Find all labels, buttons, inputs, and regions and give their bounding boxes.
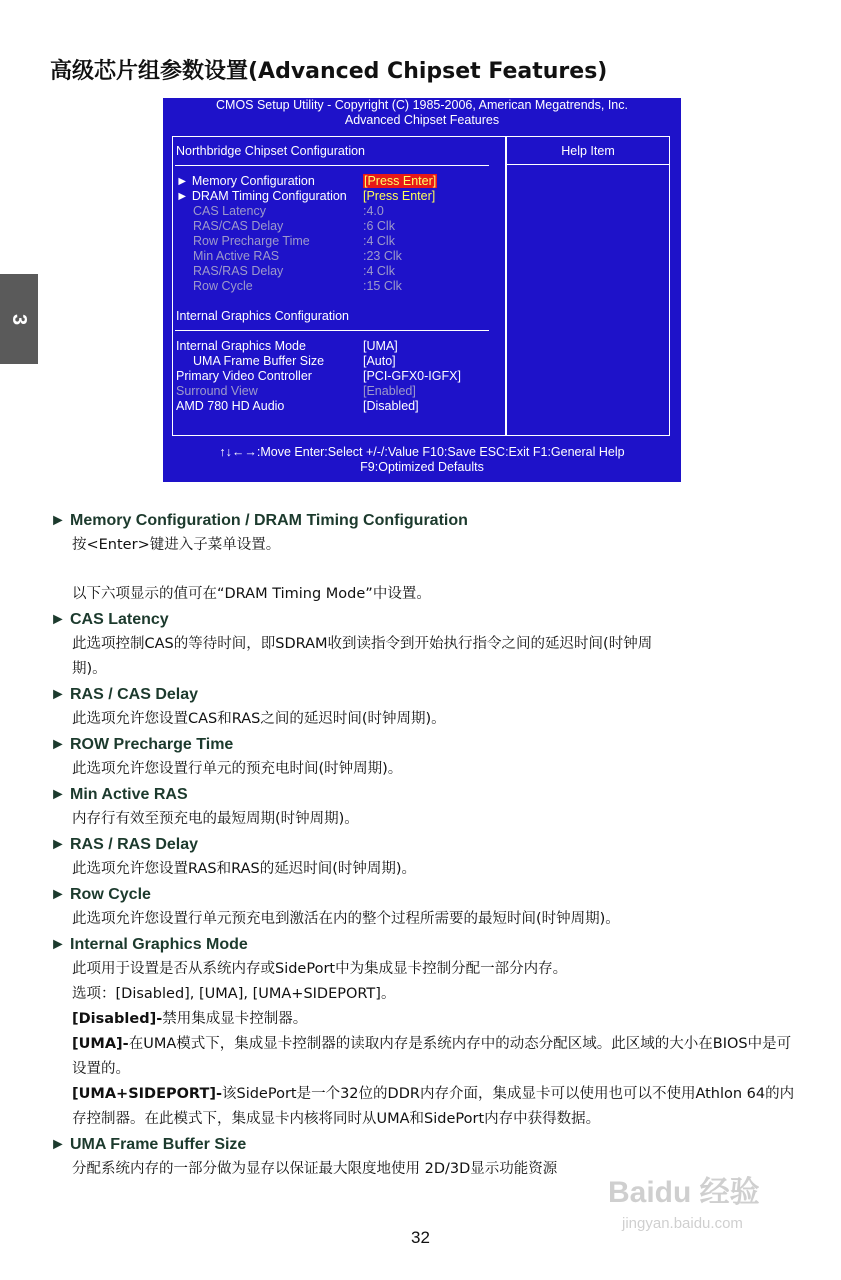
- bios-option-value[interactable]: [Enabled]: [363, 384, 416, 398]
- triangle-bullet-icon: ►: [50, 686, 66, 703]
- option-term: [UMA]-: [72, 1036, 129, 1052]
- bios-option-value[interactable]: :23 Clk: [363, 249, 402, 263]
- heading-text: ROW Precharge Time: [70, 736, 234, 753]
- bios-screenshot: [163, 98, 681, 482]
- option-term: [UMA+SIDEPORT]-: [72, 1086, 222, 1102]
- section-text: 选项：[Disabled], [UMA], [UMA+SIDEPORT]。: [72, 986, 396, 1002]
- bios-option-value[interactable]: [Press Enter]: [363, 189, 436, 203]
- bios-header-line1: CMOS Setup Utility - Copyright (C) 1985-2006, American Megatrends, Inc.: [216, 98, 628, 112]
- bios-section-northbridge: Northbridge Chipset Configuration: [176, 144, 365, 158]
- triangle-bullet-icon: ►: [50, 611, 66, 628]
- section-text: 分配系统内存的一部分做为显存以保证最大限度地使用 2D/3D显示功能资源: [72, 1161, 558, 1177]
- spacer: [50, 558, 795, 582]
- triangle-bullet-icon: ►: [50, 736, 66, 753]
- bios-option-label[interactable]: CAS Latency: [193, 204, 266, 218]
- heading-text: Internal Graphics Mode: [70, 936, 248, 953]
- bios-option-label[interactable]: Internal Graphics Mode: [176, 339, 306, 353]
- option-description: [72, 1032, 795, 1082]
- section-heading: [50, 782, 795, 807]
- triangle-bullet-icon: ►: [50, 886, 66, 903]
- bios-right-panel: [506, 136, 670, 436]
- bios-option-label[interactable]: UMA Frame Buffer Size: [193, 354, 325, 368]
- heading-text: RAS / CAS Delay: [70, 686, 199, 703]
- page-title: 高级芯片组参数设置(Advanced Chipset Features): [50, 59, 608, 84]
- section-text: 此选项控制CAS的等待时间，即SDRAM收到读指令到开始执行指令之间的延迟时间(时钟周: [72, 636, 653, 652]
- bios-option-value[interactable]: :4 Clk: [363, 234, 395, 248]
- option-description: [72, 1007, 795, 1032]
- bios-footer-line1: ↑↓←→:Move Enter:Select +/-/:Value F10:Save ESC:Exit F1:General Help: [219, 445, 625, 459]
- help-item-title: Help Item: [561, 144, 615, 158]
- bios-option-value[interactable]: :6 Clk: [363, 219, 395, 233]
- section-text: 此项用于设置是否从系统内存或SidePort中为集成显卡控制分配一部分内存。: [72, 961, 568, 977]
- triangle-bullet-icon: ►: [50, 512, 66, 529]
- heading-text: RAS / RAS Delay: [70, 836, 199, 853]
- section-divider: [175, 330, 489, 331]
- watermark-sub: jingyan.baidu.com: [622, 1215, 743, 1232]
- section-text: 此选项允许您设置行单元预充电到激活在内的整个过程所需要的最短时间(时钟周期)。: [72, 911, 620, 927]
- heading-text: CAS Latency: [70, 611, 169, 628]
- bios-option-label[interactable]: RAS/CAS Delay: [193, 219, 284, 233]
- heading-text: Memory Configuration / DRAM Timing Configuration: [70, 512, 468, 529]
- section-heading: [50, 732, 795, 757]
- section-text: 此选项允许您设置CAS和RAS之间的延迟时间(时钟周期)。: [72, 711, 446, 727]
- section-text: 期)。: [72, 661, 107, 677]
- bios-option-value[interactable]: [PCI-GFX0-IGFX]: [363, 369, 461, 383]
- section-heading: [50, 607, 795, 632]
- option-text: 禁用集成显卡控制器。: [162, 1011, 308, 1027]
- heading-text: UMA Frame Buffer Size: [70, 1136, 247, 1153]
- bios-header-line2: Advanced Chipset Features: [344, 113, 500, 127]
- bios-option-value[interactable]: [Press Enter]: [364, 174, 437, 188]
- watermark-main: Baidu 经验: [608, 1176, 760, 1209]
- bios-option-label[interactable]: RAS/RAS Delay: [193, 264, 284, 278]
- chapter-number: 3: [8, 313, 31, 325]
- page-number: 32: [411, 1228, 430, 1247]
- section-text: 以下六项显示的值可在“DRAM Timing Mode”中设置。: [72, 586, 431, 602]
- section-heading: [50, 932, 795, 957]
- bios-option-label[interactable]: Row Precharge Time: [193, 234, 310, 248]
- igm-options-list: [50, 1007, 795, 1132]
- bios-option-value[interactable]: [Disabled]: [363, 399, 419, 413]
- bios-option-value[interactable]: [UMA]: [363, 339, 398, 353]
- option-text: 在UMA模式下，集成显卡控制器的读取内存是系统内存中的动态分配区域。此区域的大小在BIOS中是可设置的。: [72, 1036, 792, 1077]
- triangle-bullet-icon: ►: [50, 786, 66, 803]
- bios-option-value[interactable]: [Auto]: [363, 354, 396, 368]
- section-heading: [50, 832, 795, 857]
- section-heading: [50, 882, 795, 907]
- section-heading: [50, 1132, 795, 1157]
- section-text: 按<Enter>键进入子菜单设置。: [72, 537, 281, 553]
- section-heading: [50, 508, 795, 533]
- bios-option-label[interactable]: Primary Video Controller: [176, 369, 312, 383]
- bios-option-label[interactable]: Surround View: [176, 384, 258, 398]
- heading-text: Min Active RAS: [70, 786, 188, 803]
- bios-option-label[interactable]: ► DRAM Timing Configuration: [176, 189, 347, 203]
- bios-option-value[interactable]: :15 Clk: [363, 279, 402, 293]
- bios-section-graphics: Internal Graphics Configuration: [176, 309, 350, 323]
- section-text: 此选项允许您设置行单元的预充电时间(时钟周期)。: [72, 761, 403, 777]
- chapter-tab: [0, 274, 38, 364]
- bios-option-label[interactable]: ► Memory Configuration: [176, 174, 315, 188]
- section-divider: [175, 165, 489, 166]
- heading-text: Row Cycle: [70, 886, 151, 903]
- sections-list: [50, 508, 795, 1007]
- option-text: 该SidePort是一个32位的DDR内存介面，集成显卡可以使用也可以不使用Athlon 64的内存控制器。在此模式下，集成显卡内核将同时从UMA和SidePort内存中获得数据。: [72, 1086, 795, 1127]
- triangle-bullet-icon: ►: [50, 1136, 66, 1153]
- bios-option-value[interactable]: :4.0: [363, 204, 384, 218]
- bios-option-value[interactable]: :4 Clk: [363, 264, 395, 278]
- bios-option-label[interactable]: Row Cycle: [193, 279, 253, 293]
- content-body: [50, 508, 795, 1182]
- triangle-bullet-icon: ►: [50, 936, 66, 953]
- option-term: [Disabled]-: [72, 1011, 163, 1027]
- bios-footer-line2: F9:Optimized Defaults: [360, 460, 484, 474]
- section-heading: [50, 682, 795, 707]
- option-description: [72, 1082, 795, 1132]
- section-text: 内存行有效至预充电的最短周期(时钟周期)。: [72, 811, 359, 827]
- help-divider: [506, 164, 670, 165]
- bios-option-label[interactable]: AMD 780 HD Audio: [176, 399, 285, 413]
- triangle-bullet-icon: ►: [50, 836, 66, 853]
- section-text: 此选项允许您设置RAS和RAS的延迟时间(时钟周期)。: [72, 861, 417, 877]
- bios-option-label[interactable]: Min Active RAS: [193, 249, 280, 263]
